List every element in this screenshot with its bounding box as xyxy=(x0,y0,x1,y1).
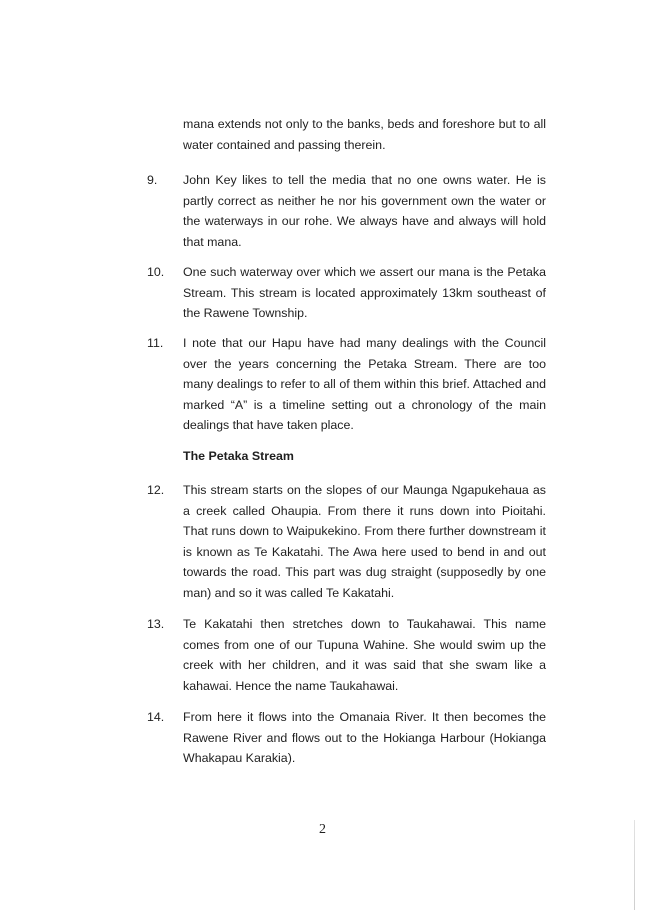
paragraph-number-14: 14. xyxy=(147,710,165,724)
page-number: 2 xyxy=(319,822,326,837)
paragraph-9: John Key likes to tell the media that no one owns water. He is partly correct as neither he nor his government own the water or the waterways in our rohe. We always have and always will hold that mana. xyxy=(183,173,546,249)
scan-edge-line xyxy=(634,820,635,910)
paragraph-number-12: 12. xyxy=(147,483,165,497)
paragraph-number-10: 10. xyxy=(147,265,165,279)
paragraph-13: Te Kakatahi then stretches down to Taukahawai. This name comes from one of our Tupuna Wahine. She would swim up the creek with her children, and it was said that she swam like a kahawai. Hence the name Taukahawai. xyxy=(183,617,546,693)
paragraph-number-9: 9. xyxy=(147,173,158,187)
paragraph-8-continued: mana extends not only to the banks, beds and foreshore but to all water contained and passing therein. xyxy=(183,117,546,152)
paragraph-number-13: 13. xyxy=(147,617,165,631)
paragraph-11: I note that our Hapu have had many dealings with the Council over the years concerning the Petaka Stream. There are too many dealings to refer to all of them within this brief. Attached and marked “A” is a timeline setting out a chronology of the main dealings that have taken place. xyxy=(183,336,546,433)
paragraph-12: This stream starts on the slopes of our Maunga Ngapukehaua as a creek called Ohaupia. From there it runs down into Pioitahi. That runs down to Waipukekino. From there further downstream it is known as Te Kakatahi. The Awa here used to bend in and out towards the road. This part was dug straight (supposedly by one man) and so it was called Te Kakatahi. xyxy=(183,483,546,600)
paragraph-14: From here it flows into the Omanaia River. It then becomes the Rawene River and flows out to the Hokianga Harbour (Hokianga Whakapau Karakia). xyxy=(183,710,546,766)
paragraph-number-11: 11. xyxy=(147,336,164,350)
section-heading: The Petaka Stream xyxy=(183,449,294,463)
paragraph-10: One such waterway over which we assert our mana is the Petaka Stream. This stream is located approximately 13km southeast of the Rawene Township. xyxy=(183,265,546,321)
